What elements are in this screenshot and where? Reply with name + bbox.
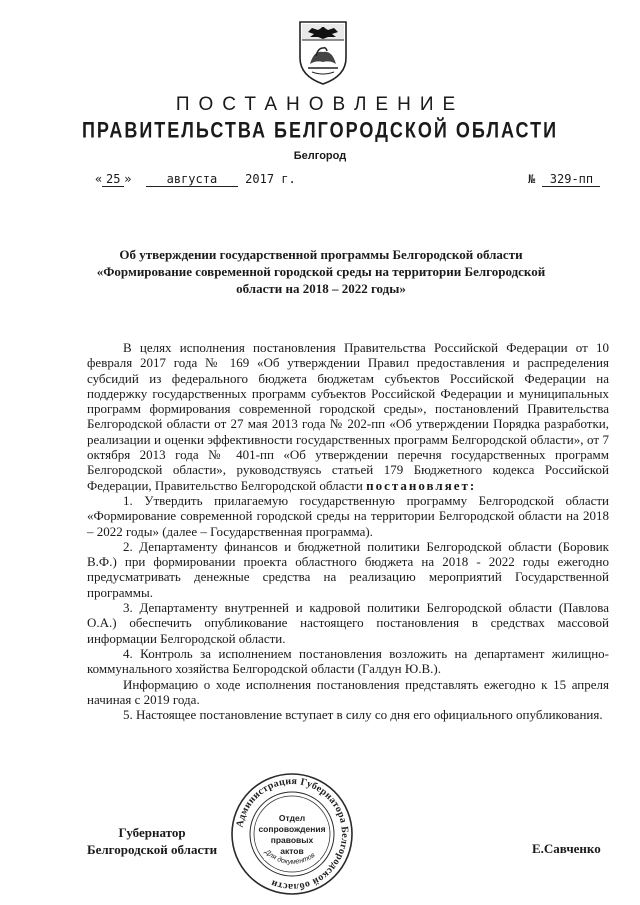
- city: Белгород: [293, 150, 347, 162]
- position-line-1: Губернатор: [118, 825, 186, 840]
- quote-close: »: [124, 172, 132, 186]
- stamp-bottom-text: Для документов: [263, 848, 317, 866]
- item-4-info: Информацию о ходе исполнения постановления представлять ежегодно к 15 апреля начиная с 2019 года.: [87, 676, 609, 707]
- stamp-center-line-4: актов: [280, 846, 304, 856]
- document-number: [528, 172, 600, 187]
- document-body: [87, 340, 609, 722]
- item-3: 3. Департаменту внутренней и кадровой политики Белгородской области (Павлова О.А.) обеспечить опубликование настоящего постановления в средствах массовой информации Белгородской области.: [87, 600, 609, 646]
- item-4: 4. Контроль за исполнением постановления возложить на департамент жилищно-коммунального хозяйства Белгородской области (Галдун Ю.В.).: [87, 645, 609, 677]
- preamble-text: В целях исполнения постановления Правительства Российской Федерации от 10 февраля 2017 года № 169 «Об утверждении Правил предоставления и распределения субсидий из федерального бюджета бюджетам субъектов Российской Федерации на поддержку государственных программ субъектов Российской Федерации и муниципальных программ формирования современной городской среды», постановлений Правительства Белгородской области от 27 мая 2013 года № 202-пп «Об утверждении Порядка разработки, реализации и оценки эффективности государственных программ Белгородской области», от 7 октября 2013 года № 401-пп «Об утверждении перечня государственных программ Белгородской области», руководствуясь статьей 179 Бюджетного кодекса Российской Федерации, Правительство Белгородской области: [87, 340, 609, 493]
- number-value: 329-пп: [542, 172, 600, 187]
- number-label: №: [528, 172, 536, 186]
- item-2: 2. Департаменту финансов и бюджетной политики Белгородской области (Боровик В.Ф.) при формировании проекта областного бюджета на 2018 - 2022 годы ежегодно предусматривать денежные средства на реализацию мероприятий Государственной программы.: [87, 538, 609, 600]
- document-title: ПОСТАНОВЛЕНИЕ: [175, 94, 465, 115]
- official-stamp: [230, 772, 354, 896]
- date-year-suffix: г.: [281, 172, 296, 186]
- date-day: 25: [102, 172, 124, 187]
- stamp-center-line-2: сопровождения: [258, 824, 326, 834]
- date-year: 2017: [245, 172, 275, 186]
- position-line-2: Белгородской области: [87, 842, 218, 857]
- date-month: августа: [146, 172, 238, 187]
- preamble-paragraph: [87, 340, 609, 493]
- decree-word: постановляет:: [366, 477, 477, 493]
- item-1: 1. Утвердить прилагаемую государственную программу Белгородской области «Формирование современной городской среды на территории Белгородской области на 2018 – 2022 годы» (далее – Государственная программа).: [87, 492, 609, 539]
- signatory-name: Е.Савченко: [532, 841, 601, 856]
- signatory-position: [87, 824, 217, 858]
- quote-open: «: [95, 172, 103, 186]
- stamp-ring-text: Администрация Губернатора Белгородской области: [234, 775, 351, 893]
- document-heading: Об утверждении государственной программы Белгородской области «Формирование современной городской среды на территории Белгородской области на 2018 – 2022 годы»: [96, 247, 546, 296]
- stamp-center-line-3: правовых: [270, 835, 314, 845]
- issuing-authority: ПРАВИТЕЛЬСТВА БЕЛГОРОДСКОЙ ОБЛАСТИ: [81, 117, 559, 143]
- item-5: 5. Настоящее постановление вступает в силу со дня его официального опубликования.: [123, 707, 603, 723]
- document-date: [95, 172, 296, 187]
- stamp-center-line-1: Отдел: [278, 813, 306, 823]
- coat-of-arms-icon: [296, 20, 350, 86]
